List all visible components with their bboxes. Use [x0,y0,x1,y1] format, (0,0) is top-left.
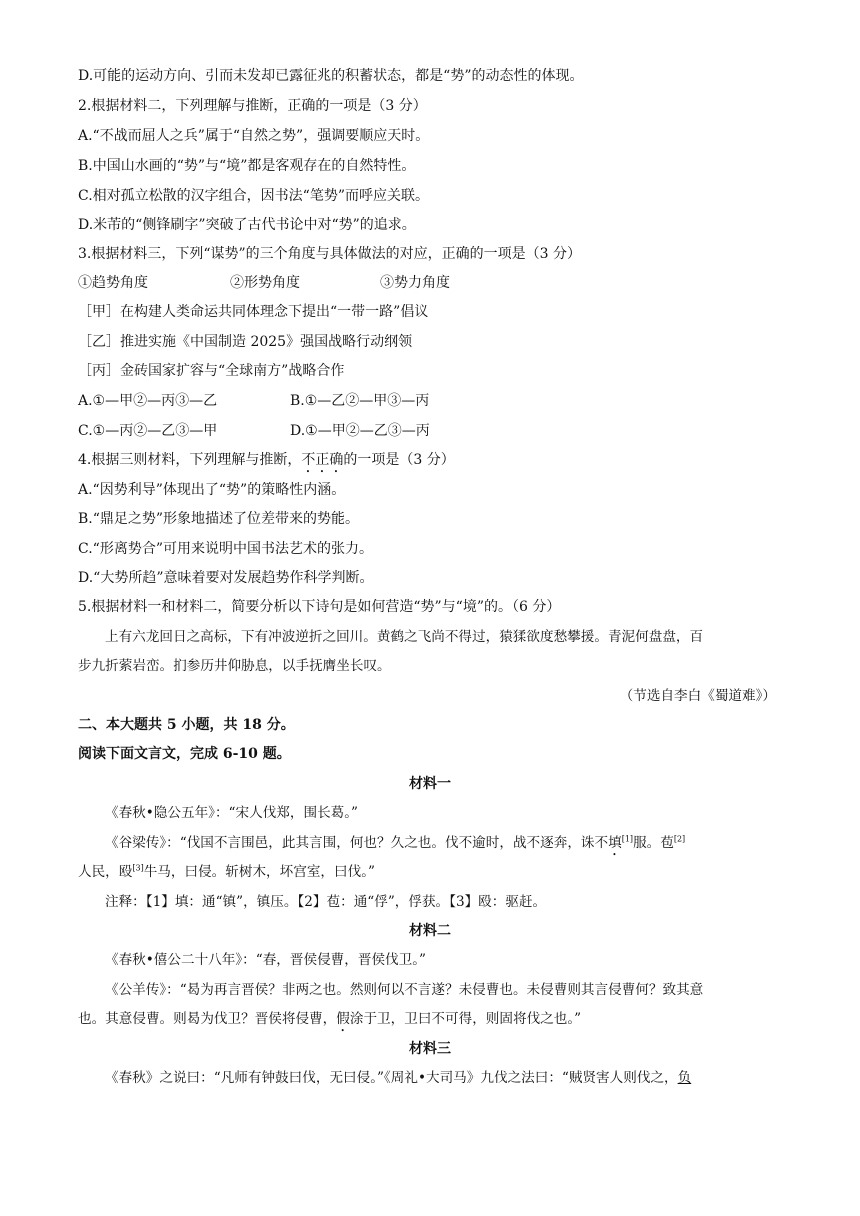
q2-option-c: C.相对孤立松散的汉字组合，因书法“笔势”而呼应关联。 [78,188,429,204]
material-1-line-3-head: 人民，殴 [78,864,133,880]
q3-item-jia: ［甲］在构建人类命运共同体理念下提出“一带一路”倡议 [78,304,429,320]
material-1-line-3-tail: 牛马，曰侵。斩树木，坏宫室，曰伐。” [143,864,375,880]
q4-stem-emphasis: 不正确 [301,452,344,468]
material-2-line-3-head: 也。其意侵曹。则曷为伐卫？晋侯将侵曹， [78,1011,337,1027]
q3-option-a: A.①—甲②—丙③—乙 [78,393,218,409]
q4-stem-suffix: 的一项是（3 分） [343,452,455,468]
q5-poem-line-2: 步九折萦岩峦。扪参历井仰胁息，以手抚膺坐长叹。 [78,658,391,674]
material-2-line-3 [78,1009,581,1035]
material-3-title: 材料三 [409,1041,451,1057]
q3-item-yi: ［乙］推进实施《中国制造 2025》强国战略行动纲领 [78,334,413,350]
q3-item-bing: ［丙］金砖国家扩容与“全球南方”战略合作 [78,363,345,379]
material-2-line-3-tail: 涂于卫，卫曰不可得，则固将伐之也。” [349,1011,582,1027]
q2-option-d: D.米芾的“侧锋刷字”突破了古代书论中对“势”的追求。 [78,217,416,233]
q3-option-c: C.①—丙②—乙③—甲 [78,423,218,439]
q4-option-b: B.“鼎足之势”形象地描述了位差带来的势能。 [78,511,360,527]
material-1-line-3 [78,862,375,882]
q2-option-b: B.中国山水画的“势”与“境”都是客观存在的自然特性。 [78,158,416,174]
q5-poem-line-1: 上有六龙回日之高标，下有冲波逆折之回川。黄鹤之飞尚不得过，猿猱欲度愁攀援。青泥何盘盘，百 [105,629,704,645]
material-1-line-2-text: 《谷梁传》：“伐国不言围邑，此其言围，何也？久之也。伐不逾时，战不逐奔，诛不 [105,835,609,851]
material-1-line-2-tail: 服。苞 [633,835,674,851]
material-2-emphasis-jia: 假 [336,1011,350,1027]
material-3-underlined-fu: 负 [677,1070,692,1086]
q3-angle-1: ①趋势角度 [78,275,148,291]
q4-stem-prefix: 4.根据三则材料，下列理解与推断， [78,452,302,468]
material-3-line-1 [105,1068,691,1088]
section-2-title: 二、本大题共 5 小题，共 18 分。 [78,717,295,733]
footnote-marker-3: [3] [132,863,144,873]
material-1-title: 材料一 [409,776,451,792]
q3-stem: 3.根据材料三，下列“谋势”的三个角度与具体做法的对应，正确的一项是（3 分） [78,246,582,262]
material-1-emphasis-zhen: 填 [608,835,622,851]
q5-stem: 5.根据材料一和材料二，简要分析以下诗句是如何营造“势”与“境”的。（6 分） [78,599,561,615]
material-2-line-2: 《公羊传》：“曷为再言晋侯？非两之也。然则何以不言遂？未侵曹也。未侵曹则其言侵曹何？致其意 [105,982,704,998]
footnote-marker-2: [2] [673,834,686,844]
q3-angle-3: ③势力角度 [380,275,450,291]
q3-option-d: D.①—甲②—乙③—丙 [290,423,430,439]
material-1-line-2 [105,833,685,859]
q2-option-a: A.“不战而屈人之兵”属于“自然之势”，强调要顺应天时。 [78,128,430,144]
q3-option-b: B.①—乙②—甲③—丙 [290,393,430,409]
q4-stem [78,450,455,476]
footnote-marker-1: [1] [621,834,634,844]
material-1-notes: 注释：【1】填：通“镇”，镇压。【2】苞：通“俘”，俘获。【3】殴：驱赶。 [105,894,547,910]
q4-option-c: C.“形离势合”可用来说明中国书法艺术的张力。 [78,541,373,557]
section-2-intro: 阅读下面文言文，完成 6-10 题。 [78,746,291,762]
q4-option-a: A.“因势利导”体现出了“势”的策略性内涵。 [78,482,346,498]
material-2-line-1: 《春秋•僖公二十八年》：“春，晋侯侵曹，晋侯伐卫。” [105,952,426,968]
q2-stem: 2.根据材料二，下列理解与推断，正确的一项是（3 分） [78,98,427,114]
q1-option-d: D.可能的运动方向、引而未发却已露征兆的积蓄状态，都是“势”的动态性的体现。 [78,68,584,84]
q5-poem-source: （节选自李白《蜀道难》） [619,688,776,704]
material-1-line-1: 《春秋•隐公五年》：“宋人伐郑，围长葛。” [105,805,359,821]
q4-option-d: D.“大势所趋”意味着要对发展趋势作科学判断。 [78,570,374,586]
q3-angle-2: ②形势角度 [230,275,300,291]
material-2-title: 材料二 [409,923,451,939]
material-3-line-1-text: 《春秋》之说曰：“凡师有钟鼓曰伐，无曰侵。”《周礼•大司马》九伐之法曰：“贼贤害人则伐之， [105,1070,678,1086]
